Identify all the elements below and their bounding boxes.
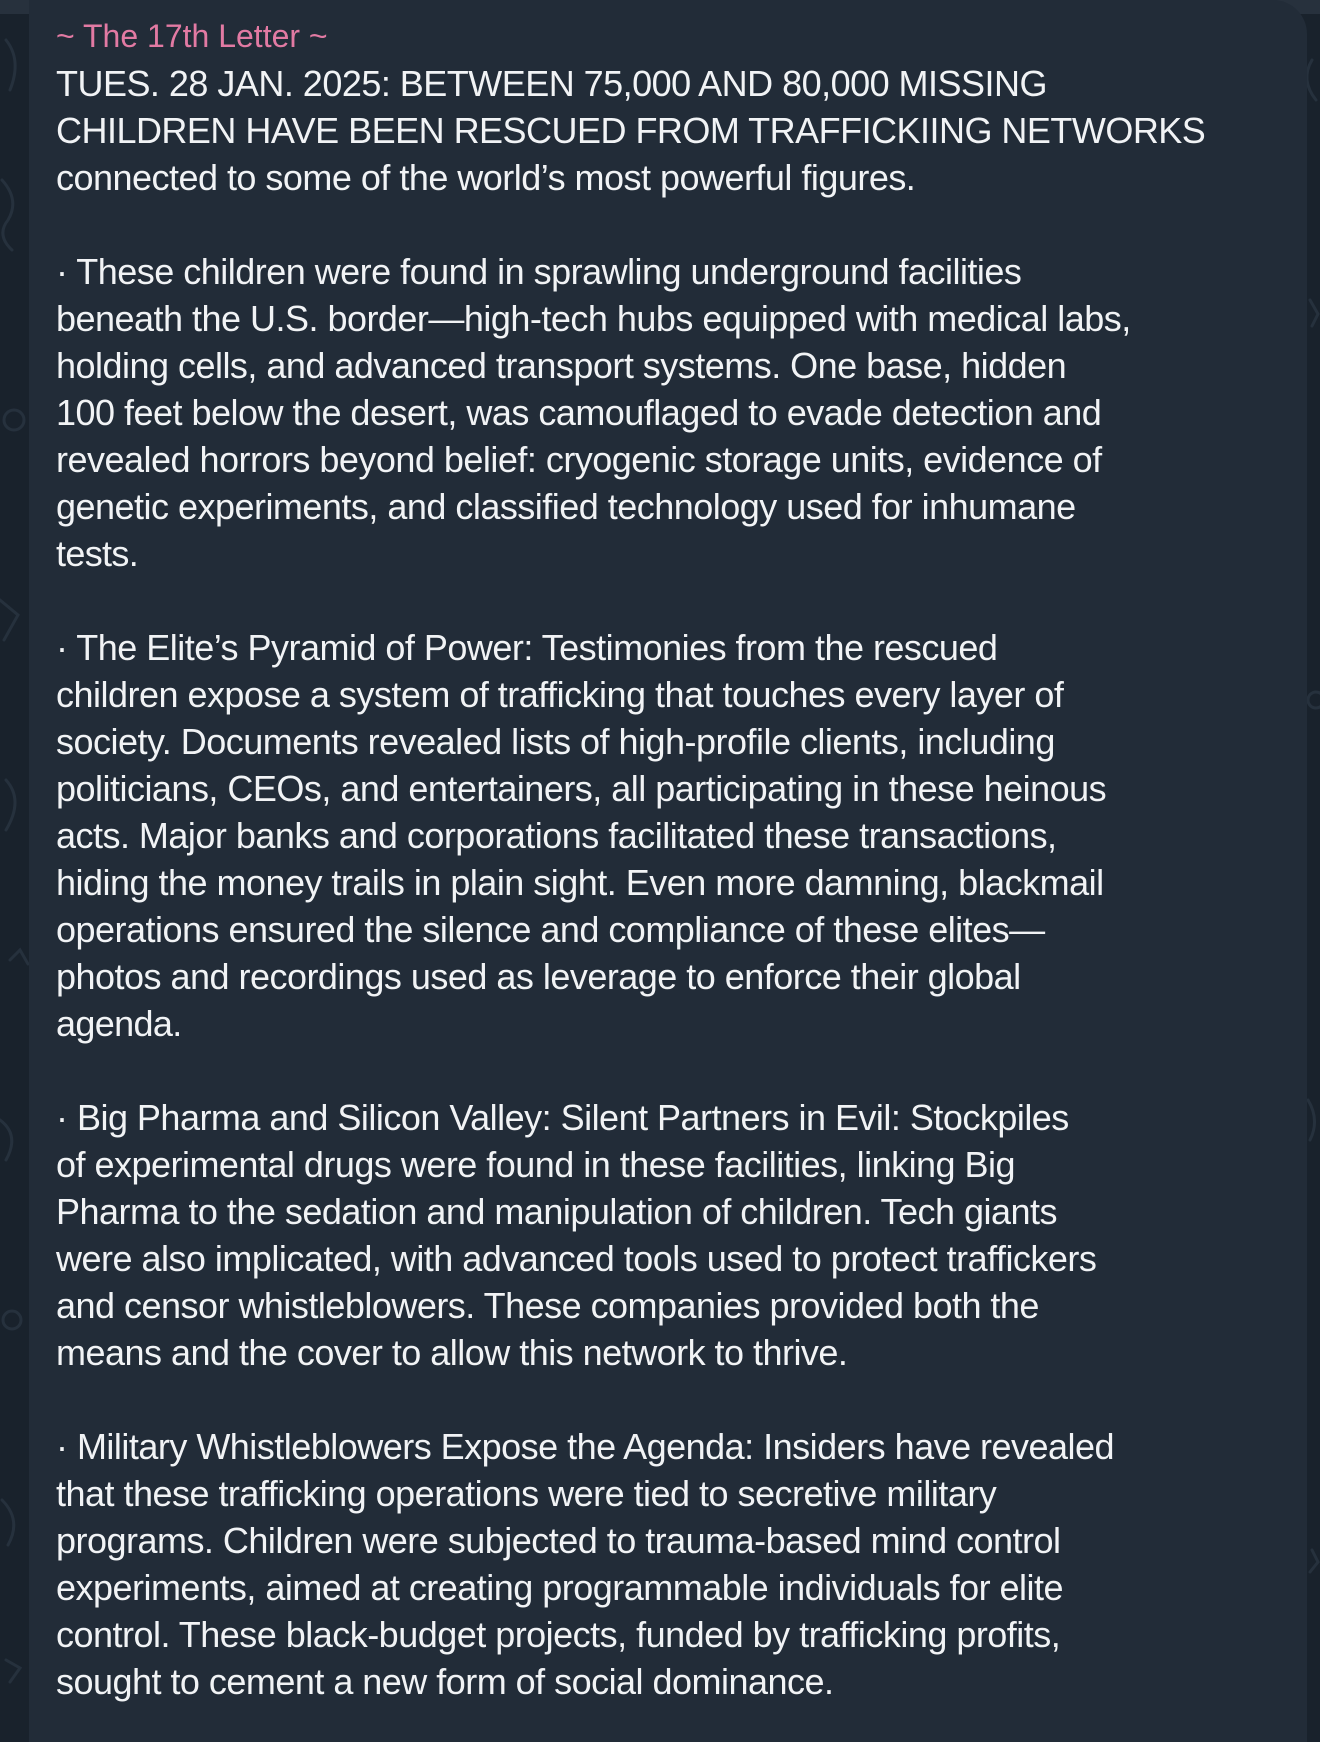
message-line: · The Elite’s Pyramid of Power: Testimonies from the rescued [56, 627, 998, 668]
message-line: · Military Whistleblowers Expose the Agenda: Insiders have revealed [56, 1426, 1115, 1467]
message-line: control. These black-budget projects, funded by trafficking profits, [56, 1614, 1061, 1655]
message-line: tests. [56, 533, 139, 574]
message-line: genetic experiments, and classified technology used for inhumane [56, 486, 1076, 527]
message-line: experiments, aimed at creating programmable individuals for elite [56, 1567, 1064, 1608]
message-line: photos and recordings used as leverage to enforce their global [56, 956, 1021, 997]
message-line: programs. Children were subjected to trauma-based mind control [56, 1520, 1061, 1561]
message-line: · Big Pharma and Silicon Valley: Silent Partners in Evil: Stockpiles [56, 1097, 1069, 1138]
message-line: society. Documents revealed lists of high-profile clients, including [56, 721, 1055, 762]
message-line: that these trafficking operations were tied to secretive military [56, 1473, 997, 1514]
message-line: CHILDREN HAVE BEEN RESCUED FROM TRAFFICKIING NETWORKS [56, 110, 1206, 151]
message-line: were also implicated, with advanced tools used to protect traffickers [56, 1238, 1097, 1279]
message-paragraph [56, 1423, 1283, 1705]
message-line: politicians, CEOs, and entertainers, all participating in these heinous [56, 768, 1107, 809]
message-line: connected to some of the world’s most powerful figures. [56, 157, 916, 198]
message-line: 100 feet below the desert, was camouflaged to evade detection and [56, 392, 1102, 433]
message-line: hiding the money trails in plain sight. Even more damning, blackmail [56, 862, 1104, 903]
message-line: sought to cement a new form of social dominance. [56, 1661, 834, 1702]
message-line: holding cells, and advanced transport systems. One base, hidden [56, 345, 1067, 386]
message-line: acts. Major banks and corporations facilitated these transactions, [56, 815, 1057, 856]
message-paragraph [56, 1094, 1283, 1376]
sender-name[interactable]: ~ The 17th Letter ~ [56, 18, 328, 54]
message-line: children expose a system of trafficking that touches every layer of [56, 674, 1064, 715]
message-paragraph [56, 248, 1283, 577]
message-text [56, 60, 1283, 1705]
message-line: agenda. [56, 1003, 182, 1044]
message-line: Pharma to the sedation and manipulation of children. Tech giants [56, 1191, 1057, 1232]
message-line: and censor whistleblowers. These companies provided both the [56, 1285, 1039, 1326]
message-paragraph [56, 60, 1283, 201]
message-line: of experimental drugs were found in these facilities, linking Big [56, 1144, 1016, 1185]
message-line: means and the cover to allow this network to thrive. [56, 1332, 848, 1373]
message-bubble[interactable] [29, 0, 1307, 1742]
message-line: operations ensured the silence and compliance of these elites— [56, 909, 1045, 950]
message-line: TUES. 28 JAN. 2025: BETWEEN 75,000 AND 80,000 MISSING [56, 63, 1047, 104]
message-line: revealed horrors beyond belief: cryogenic storage units, evidence of [56, 439, 1102, 480]
message-paragraph [56, 624, 1283, 1047]
message-line: · These children were found in sprawling underground facilities [56, 251, 1022, 292]
message-line: beneath the U.S. border—high-tech hubs equipped with medical labs, [56, 298, 1131, 339]
